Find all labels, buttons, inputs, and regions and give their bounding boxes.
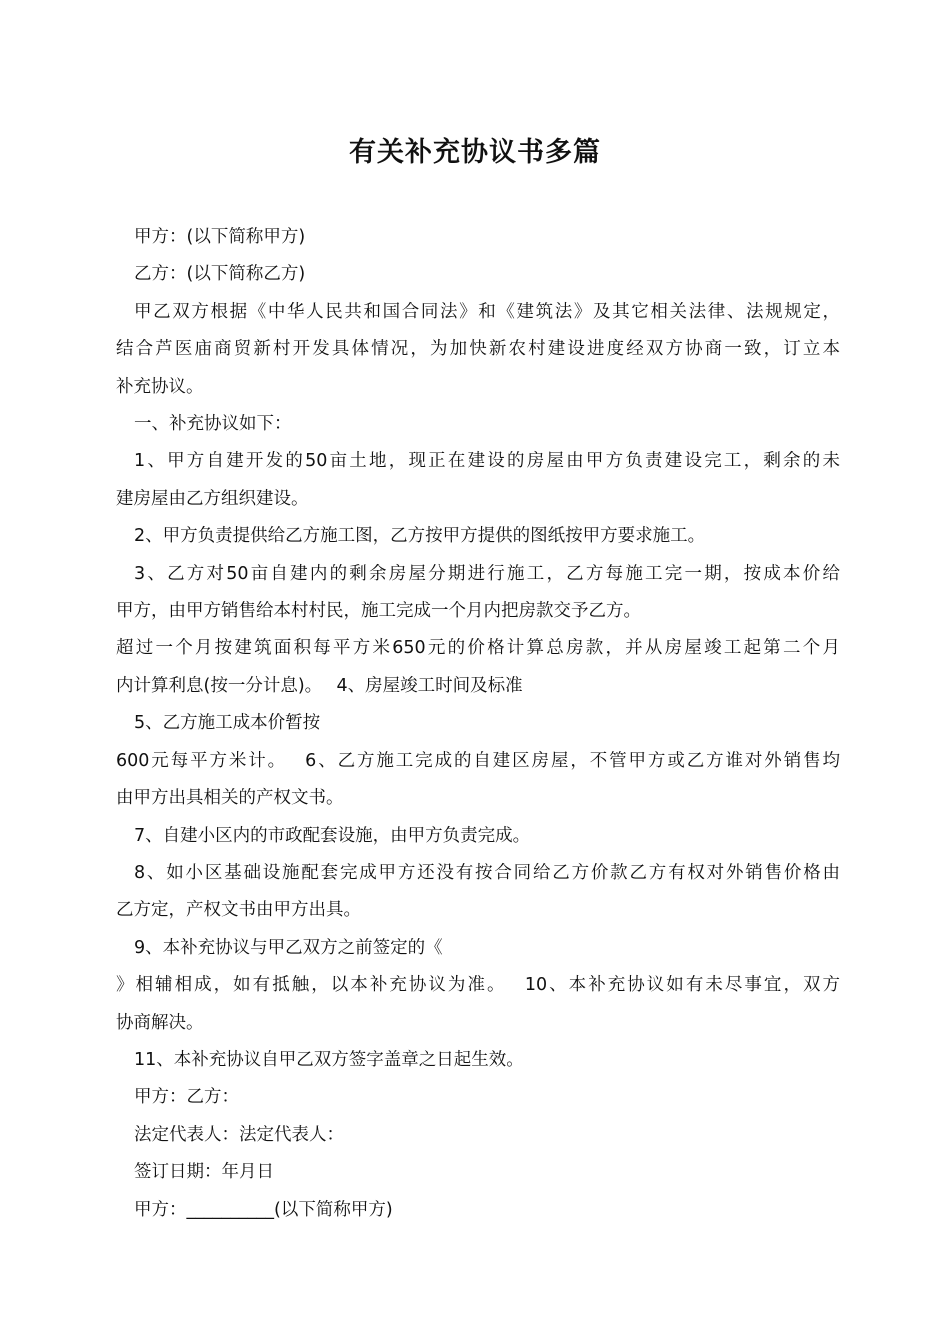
clause-line: 2、甲方负责提供给乙方施工图，乙方按甲方提供的图纸按甲方要求施工。 bbox=[134, 526, 706, 547]
legal-representative-line: 法定代表人：法定代表人： bbox=[134, 1124, 344, 1145]
paragraph-line: 甲乙双方根据《中华人民共和国合同法》和《建筑法》及其它相关法律、法规规定， bbox=[134, 301, 840, 322]
document-title: 有关补充协议书多篇 bbox=[349, 137, 601, 168]
clause-line: 11、本补充协议自甲乙双方签字盖章之日起生效。 bbox=[134, 1049, 524, 1070]
clause-line: 乙方定，产权文书由甲方出具。 bbox=[116, 900, 361, 921]
clause-line: 建房屋由乙方组织建设。 bbox=[116, 488, 309, 509]
section-heading: 一、补充协议如下： bbox=[134, 414, 292, 435]
clause-line: 9、本补充协议与甲乙双方之前签定的《 bbox=[134, 937, 443, 958]
signing-date-line: 签订日期：年月日 bbox=[134, 1162, 274, 1183]
party-b-line: 乙方：(以下简称乙方) bbox=[134, 264, 306, 285]
clause-line: 7、自建小区内的市政配套设施，由甲方负责完成。 bbox=[134, 825, 531, 846]
clause-line: 8、如小区基础设施配套完成甲方还没有按合同给乙方价款乙方有权对外销售价格由 bbox=[134, 862, 840, 883]
clause-line: 3、乙方对50亩自建内的剩余房屋分期进行施工，乙方每施工完一期，按成本价给 bbox=[134, 563, 840, 584]
document-body bbox=[116, 219, 840, 1229]
party-a-line: 甲方：__________(以下简称甲方) bbox=[134, 1199, 393, 1220]
signature-parties-line: 甲方：乙方： bbox=[134, 1087, 239, 1108]
paragraph-line: 补充协议。 bbox=[116, 376, 204, 397]
clause-line: 由甲方出具相关的产权文书。 bbox=[116, 788, 344, 809]
clause-line: 超过一个月按建筑面积每平方米650元的价格计算总房款，并从房屋竣工起第二个月 bbox=[116, 638, 840, 659]
clause-line: 1、甲方自建开发的50亩土地，现正在建设的房屋由甲方负责建设完工，剩余的未 bbox=[134, 451, 840, 472]
clause-line: 5、乙方施工成本价暂按 bbox=[134, 713, 321, 734]
clause-line: 》相辅相成，如有抵触，以本补充协议为准。 10、本补充协议如有未尽事宜，双方 bbox=[116, 975, 840, 996]
paragraph-line: 结合芦医庙商贸新村开发具体情况，为加快新农村建设进度经双方协商一致，订立本 bbox=[116, 339, 840, 360]
clause-line: 内计算利息(按一分计息)。 4、房屋竣工时间及标准 bbox=[116, 675, 523, 696]
clause-line: 600元每平方米计。 6、乙方施工完成的自建区房屋，不管甲方或乙方谁对外销售均 bbox=[116, 750, 840, 771]
clause-line: 甲方，由甲方销售给本村村民，施工完成一个月内把房款交予乙方。 bbox=[116, 601, 641, 622]
clause-line: 协商解决。 bbox=[116, 1012, 204, 1033]
party-a-line: 甲方：(以下简称甲方) bbox=[134, 227, 306, 247]
